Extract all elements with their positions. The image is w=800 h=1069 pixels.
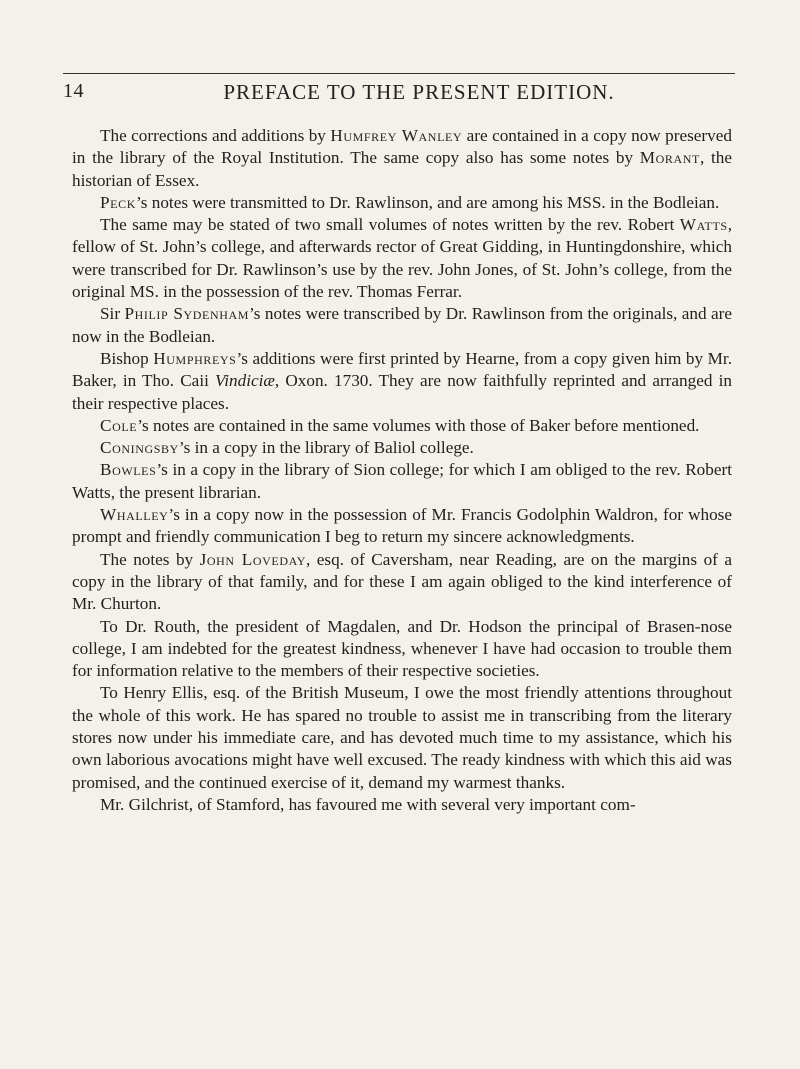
text-run: Mr. Gilchrist, of Stamford, has favoured me with several very important com- bbox=[100, 794, 636, 814]
name-small-caps: Bowles bbox=[100, 460, 157, 480]
text-run: ’s notes were transcribed by Dr. Rawlinson from the originals, and are now in the Bodleian. bbox=[72, 304, 732, 346]
paragraph bbox=[72, 794, 732, 816]
paragraph bbox=[72, 549, 732, 616]
paragraph bbox=[72, 616, 732, 683]
text-run: , fellow of St. John’s college, and afterwards rector of Great Gidding, in Huntingdonshire, which were transcribed for Dr. Rawlinson’s use by the rev. John Jones, of St. John’s college, from the original MS. in the possession of the rev. Thomas Ferrar. bbox=[72, 215, 732, 302]
name-small-caps: Humfrey Wanley bbox=[330, 126, 463, 145]
text-run: ’s in a copy in the library of Sion college; for which I am obliged to the rev. Robert Watts, the present librarian. bbox=[72, 460, 732, 502]
text-run: To Henry Ellis, esq. of the British Museum, I owe the most friendly attentions throughout the whole of this work. He has spared no trouble to assist me in transcribing from the literary stores now under his immediate care, and has devoted much time to my assistance, which his own laborious avocations might have well excused. The ready kindness with which this aid was promised, and the continued exercise of it, demand my warmest thanks. bbox=[72, 683, 732, 792]
text-run: Bishop bbox=[100, 348, 154, 368]
paragraph bbox=[72, 214, 732, 303]
name-small-caps: John Loveday bbox=[199, 549, 307, 569]
header-rule bbox=[63, 73, 735, 74]
text-run: ’s notes are contained in the same volumes with those of Baker before mentioned. bbox=[137, 415, 700, 435]
paragraph bbox=[72, 125, 732, 192]
name-small-caps: Coningsby bbox=[100, 438, 179, 458]
paragraph bbox=[72, 437, 732, 459]
text-run: , esq. of Caversham, near Reading, are on the margins of a copy in the library of that family, and for these I am again obliged to the kind interference of Mr. Churton. bbox=[72, 549, 732, 614]
name-small-caps: Humphreys bbox=[153, 348, 237, 368]
body-text bbox=[72, 125, 732, 816]
running-title: PREFACE TO THE PRESENT EDITION. bbox=[223, 80, 615, 104]
paragraph bbox=[72, 504, 732, 549]
paragraph bbox=[72, 415, 732, 437]
paragraph bbox=[72, 682, 732, 793]
name-small-caps: Whalley bbox=[100, 505, 169, 525]
italic-text: Vindiciæ bbox=[215, 371, 275, 391]
text-run: The same may be stated of two small volumes of notes written by the rev. Robert bbox=[100, 215, 680, 235]
paragraph bbox=[72, 303, 732, 348]
name-small-caps: Peck bbox=[100, 192, 136, 212]
text-run: are contained in a copy now preserved in the library of the Royal Institution. The same copy also has some notes by bbox=[72, 126, 732, 168]
name-small-caps: Philip Sydenham bbox=[124, 304, 250, 324]
paragraph bbox=[72, 348, 732, 415]
text-run: ’s notes were transmitted to Dr. Rawlinson, and are among his MSS. in the Bodleian. bbox=[135, 192, 720, 212]
running-header bbox=[63, 80, 735, 116]
name-small-caps: Morant bbox=[639, 148, 700, 168]
text-run: ’s additions were first printed by Hearne, from a copy given him by Mr. Baker, in Tho. Caii bbox=[72, 348, 732, 391]
text-run: The corrections and additions by bbox=[100, 126, 331, 145]
text-run: To Dr. Routh, the president of Magdalen, and Dr. Hodson the principal of Brasen-nose college, I am indebted for the greatest kindness, whenever I have had occasion to trouble them for information relative to the members of their respective societies. bbox=[72, 616, 732, 681]
paragraph bbox=[72, 459, 732, 504]
page-number: 14 bbox=[63, 80, 84, 102]
text-run: ’s in a copy in the library of Baliol college. bbox=[178, 438, 474, 458]
text-run: Sir bbox=[100, 304, 125, 324]
paragraph bbox=[72, 192, 732, 214]
text-run: ’s in a copy now in the possession of Mr. Francis Godolphin Waldron, for whose prompt and friendly communication I beg to return my sincere acknowledgments. bbox=[72, 505, 732, 547]
name-small-caps: Cole bbox=[100, 415, 138, 435]
text-run: , the historian of Essex. bbox=[72, 148, 732, 190]
text-run: The notes by bbox=[100, 549, 200, 569]
name-small-caps: Watts bbox=[679, 215, 728, 235]
text-run: , Oxon. 1730. They are now faithfully reprinted and arranged in their respective places. bbox=[72, 371, 732, 413]
